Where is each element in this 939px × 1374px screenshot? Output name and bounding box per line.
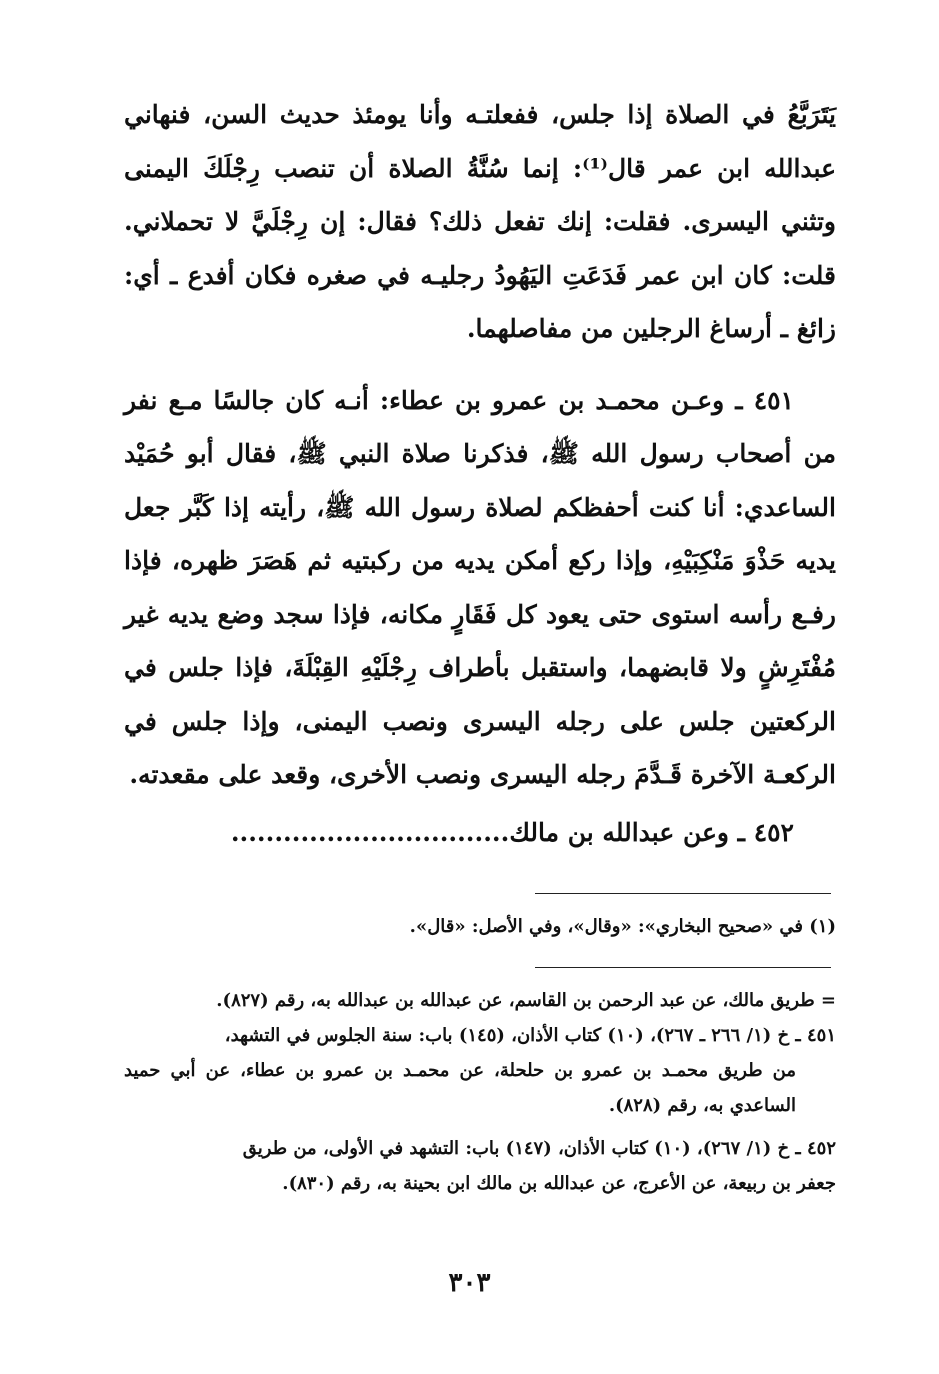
source-451-body: من طريق محمـد بن عمرو بن حلحلة، عن محمـد بن عمرو بن عطاء، عن أبي حميد الساعدي به، رقم (٨٢٨). <box>124 1060 796 1116</box>
hadith-452-heading <box>124 806 836 860</box>
sources-notes <box>124 983 836 1201</box>
ellipsis-dots: ................................ <box>230 817 510 847</box>
page-number: ٣٠٣ <box>448 1268 491 1298</box>
paragraph-continuation: يَتَرَبَّعُ في الصلاة إذا جلس، ففعلتـه وأنا يومئذ حديث السن، فنهاني عبدالله ابن عمر قال⁽¹⁾: إنما سُنَّةُ الصلاة أن تنصب رِجْلَكَ اليمنى وتثني اليسرى. فقلت: إنك تفعل ذلك؟ فقال: إن رِجْلَيَّ لا تحملاني. قلت: كان ابن عمر فَدَعَتِ اليَهُودُ رجليـه في صغره فكان أفدع ـ أي: زائغ ـ أرساغ الرجلين من مفاصلهما. <box>124 100 837 343</box>
footnote-1: (١) في «صحيح البخاري»: «وقال»، وفي الأصل: «قال». <box>409 916 836 937</box>
hadith-451: ٤٥١ ـ وعـن محمـد بن عمرو بن عطاء: أنـه كان جالسًا مـع نفر من أصحاب رسول الله ﷺ، فذكرنا صلاة النبي ﷺ، فقال أبو حُمَيْد الساعدي: أنا كنت أحفظكم لصلاة رسول الله ﷺ، رأيته إذا كَبَّر جعل يديه حَذْوَ مَنْكِبَيْهِ، وإذا ركع أمكن يديه من ركبتيه ثم هَصَرَ ظهره، فإذا رفـع رأسه استوى حتى يعود كل فَقَارٍ مكانه، فإذا سجد وضع يديه غير مُفْتَرِشٍ ولا قابضهما، واستقبل بأطراف رِجْلَيْهِ القِبْلَةَ، فإذا جلس في الركعتين جلس على رجله اليسرى ونصب اليمنى، وإذا جلس في الركعـة الآخرة قَـدَّمَ رجله اليسرى ونصب الأخرى، وقعد على مقعدته. <box>124 385 836 789</box>
main-text <box>124 88 836 859</box>
footnote-divider <box>535 893 831 894</box>
source-452-body: جعفر بن ربيعة، عن الأعرج، عن عبدالله بن مالك ابن بحينة به، رقم (٨٣٠). <box>282 1173 836 1194</box>
hadith-452-text: ٤٥٢ ـ وعن عبدالله بن مالك <box>509 817 794 847</box>
source-451-heading: ٤٥١ ـ خ (١/ ٢٦٦ ـ ٢٦٧)، (١٠) كتاب الأذان، (١٤٥) باب: سنة الجلوس في التشهد، <box>224 1025 836 1046</box>
source-continuation: = طريق مالك، عن عبد الرحمن بن القاسم، عن عبدالله بن عبدالله به، رقم (٨٢٧). <box>216 990 836 1011</box>
source-452-heading: ٤٥٢ ـ خ (١/ ٢٦٧)، (١٠) كتاب الأذان، (١٤٧) باب: التشهد في الأولى، من طريق <box>242 1138 836 1159</box>
sources-divider <box>535 967 831 968</box>
